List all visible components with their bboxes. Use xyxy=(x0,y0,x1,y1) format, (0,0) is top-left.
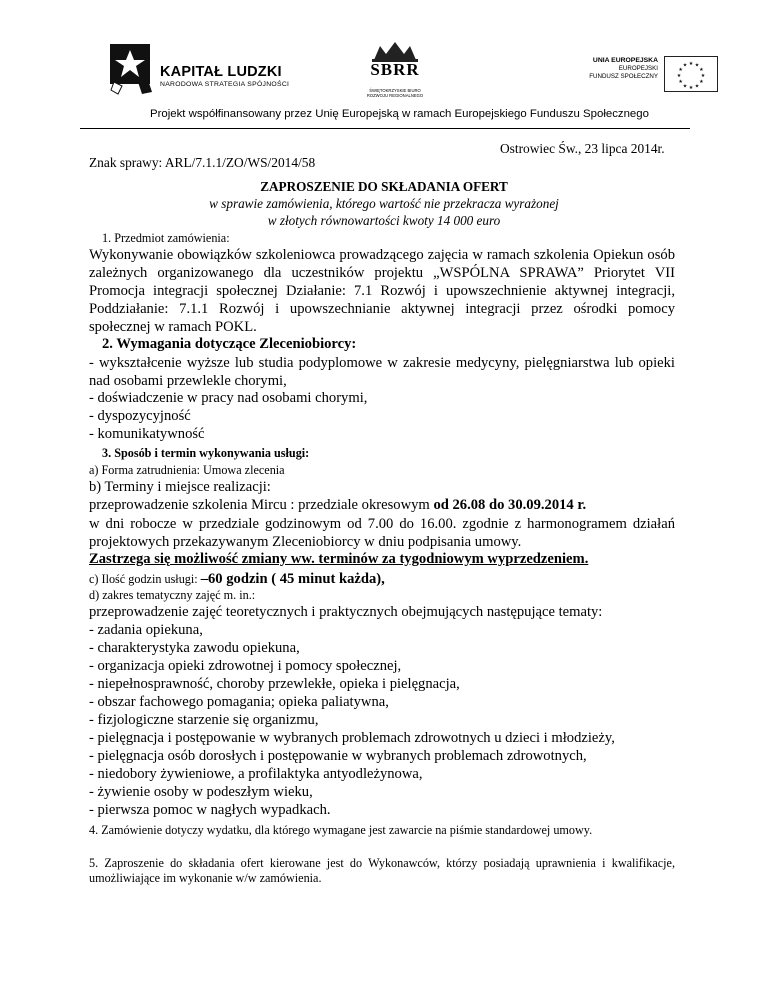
topic-item: - organizacja opieki zdrowotnej i pomocy społecznej, xyxy=(89,658,402,674)
topic-item: - fizjologiczne starzenie się organizmu, xyxy=(89,712,319,728)
topic-item: - zadania opiekuna, xyxy=(89,622,203,638)
kapital-ludzki-title: KAPITAŁ LUDZKI xyxy=(160,64,282,80)
document-subtitle-2: w złotych równowartości kwoty 14 000 euro xyxy=(267,213,501,228)
ue-text-block xyxy=(589,56,658,81)
svg-text:★: ★ xyxy=(688,85,694,91)
terms-heading: b) Terminy i miejsce realizacji: xyxy=(89,479,271,495)
terms-period-dates: od 26.08 do 30.09.2014 r. xyxy=(433,497,587,513)
terms-period-line xyxy=(89,497,586,514)
ue-line1: UNIA EUROPEJSKA xyxy=(592,57,658,64)
requirement-availability: - dyspozycyjność xyxy=(89,408,191,424)
header-divider xyxy=(80,128,690,129)
ue-logo xyxy=(568,56,718,94)
terms-period-text: przeprowadzenie szkolenia Mircu : przedziale okresowym xyxy=(89,497,434,513)
hours-label: c) Ilość godzin usługi: xyxy=(89,572,201,586)
svg-text:★: ★ xyxy=(700,73,706,79)
svg-text:★: ★ xyxy=(682,83,688,90)
svg-text:★: ★ xyxy=(694,83,700,90)
ue-line2: EUROPEJSKI xyxy=(618,65,658,72)
svg-text:★: ★ xyxy=(688,61,694,67)
section-3-label: 3. Sposób i termin wykonywania usługi: xyxy=(102,446,310,460)
topic-item: - niedobory żywieniowe, a profilaktyka antyodleżynowa, xyxy=(89,766,423,782)
kapital-ludzki-emblem-icon xyxy=(108,42,154,96)
requirement-education: - wykształcenie wyższe lub studia podyplomowe w zakresie medycyny, pielęgniarstwa lub opieki nad osobami przewlekle chorymi, xyxy=(89,355,675,389)
requirement-communication: - komunikatywność xyxy=(89,426,205,442)
topic-item: - pielęgnacja osób dorosłych i postępowanie w wybranych problemach zdrowotnych, xyxy=(89,748,587,764)
topic-item: - pielęgnacja i postępowanie w wybranych problemach zdrowotnych u dzieci i młodzieży, xyxy=(89,730,615,746)
section-4-text: 4. Zamówienie dotyczy wydatku, dla którego wymagane jest zawarcie na piśmie standardowej umowy. xyxy=(89,823,593,837)
kapital-ludzki-logo xyxy=(108,40,308,100)
terms-change-reservation: Zastrzega się możliwość zmiany ww. terminów za tygodniowym wyprzedzeniem. xyxy=(89,551,589,567)
requirement-experience: - doświadczenie w pracy nad osobami chorymi, xyxy=(89,390,368,406)
svg-text:★: ★ xyxy=(678,67,683,73)
section-5-text: 5. Zaproszenie do składania ofert kierowane jest do Wykonawców, którzy posiadają uprawnienia i kwalifikacje, umożliwiające im wykonanie w/w zamówienia. xyxy=(89,856,675,885)
eu-flag-icon xyxy=(664,56,718,92)
svg-text:★: ★ xyxy=(682,62,688,69)
svg-text:★: ★ xyxy=(699,67,704,73)
topics-intro: przeprowadzenie zajęć teoretycznych i praktycznych obejmujących następujące tematy: xyxy=(89,604,603,620)
case-reference: Znak sprawy: ARL/7.1.1/ZO/WS/2014/58 xyxy=(89,155,316,170)
sbrr-logo-text: SBRR xyxy=(370,60,420,79)
topic-item: - pierwsza pomoc w nagłych wypadkach. xyxy=(89,802,331,818)
employment-form: a) Forma zatrudnienia: Umowa zlecenia xyxy=(89,463,285,477)
svg-text:★: ★ xyxy=(676,73,682,79)
document-subtitle-1: w sprawie zamówienia, którego wartość nie przekracza wyrażonej xyxy=(209,196,559,211)
ue-line3: FUNDUSZ SPOŁECZNY xyxy=(589,73,658,80)
hours-line xyxy=(89,570,385,588)
sbrr-crown-icon xyxy=(360,40,430,62)
sbrr-subtitle: ŚWIĘTOKRZYSKIE BIURO ROZWOJU REGIONALNEGO xyxy=(366,88,424,98)
topics-scope-label: d) zakres tematyczny zajęć m. in.: xyxy=(89,588,256,602)
terms-hours-text: w dni robocze w przedziale godzinowym od 7.00 do 16.00. zgodnie z harmonogramem działań projektowych przekazywanym Zleceniobiorcy w dniu podpisania umowy. xyxy=(89,516,675,550)
section-1-label: 1. Przedmiot zamówienia: xyxy=(102,231,230,245)
sbrr-logo xyxy=(360,40,430,104)
topic-item: - niepełnosprawność, choroby przewlekłe, opieka i pielęgnacja, xyxy=(89,676,460,692)
section-2-label: 2. Wymagania dotyczące Zleceniobiorcy: xyxy=(102,336,357,352)
document-title: ZAPROSZENIE DO SKŁADANIA OFERT xyxy=(260,179,508,194)
topic-item: - żywienie osoby w podeszłym wieku, xyxy=(89,784,313,800)
svg-text:★: ★ xyxy=(699,79,704,85)
hours-value: –60 godzin ( 45 minut każda), xyxy=(200,571,385,587)
topic-item: - charakterystyka zawodu opiekuna, xyxy=(89,640,300,656)
cofinancing-statement: Projekt współfinansowany przez Unię Europejską w ramach Europejskiego Funduszu Społecznego xyxy=(150,108,649,120)
section-1-text: Wykonywanie obowiązków szkoleniowca prowadzącego zajęcia w ramach szkolenia Opiekun osób zależnych organizowanego dla uczestników projektu „WSPÓLNA SPRAWA” Priorytet VII Promocja integracji społecznej Działanie: 7.1 Rozwój i upowszechnienie aktywnej integracji, Poddziałanie: 7.1.1 Rozwój i upowszechnianie aktywnej integracji przez ośrodki pomocy społecznej w ramach POKL. xyxy=(89,247,675,335)
kapital-ludzki-subtitle: NARODOWA STRATEGIA SPÓJNOŚCI xyxy=(160,81,290,88)
svg-text:★: ★ xyxy=(678,79,683,85)
svg-text:★: ★ xyxy=(694,62,700,69)
place-date: Ostrowiec Św., 23 lipca 2014r. xyxy=(500,141,665,156)
topic-item: - obszar fachowego pomagania; opieka paliatywna, xyxy=(89,694,389,710)
